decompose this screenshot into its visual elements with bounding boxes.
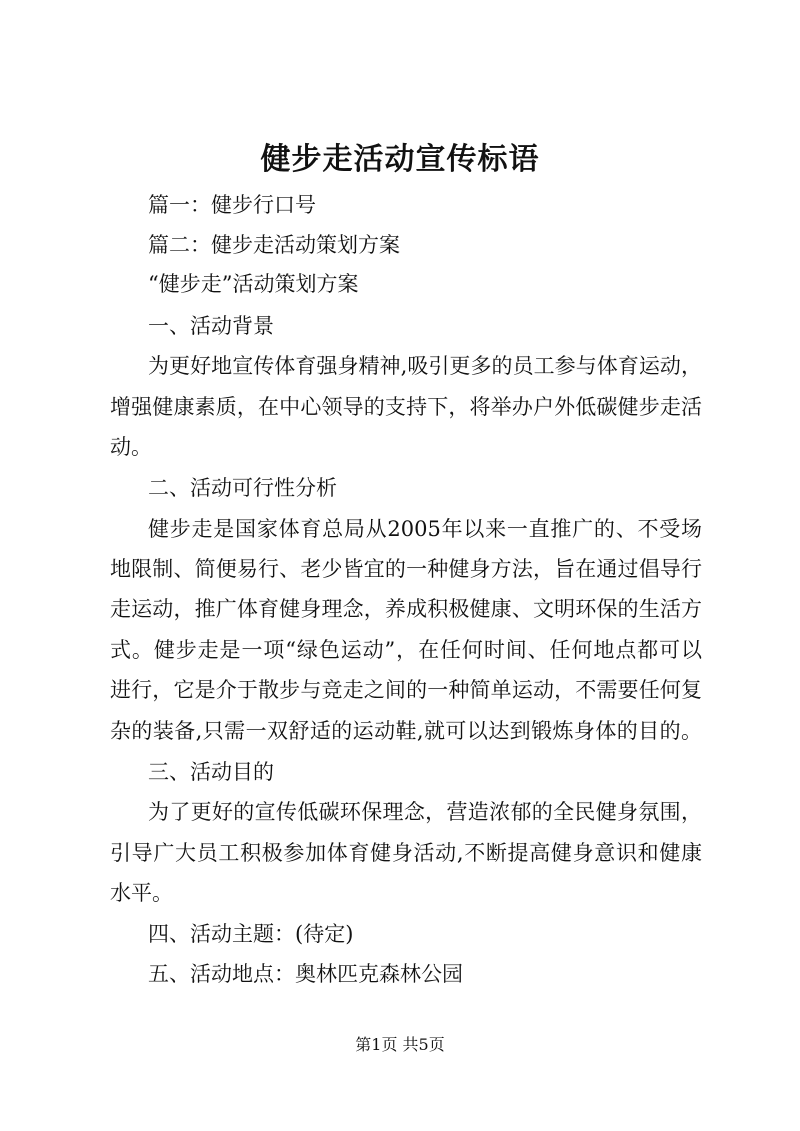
paragraph-line: 水平。 [110,881,173,905]
paragraph-line: 为了更好的宣传低碳环保理念，营造浓郁的全民健身氛围， [148,800,702,824]
section-heading: 五、活动地点：奥林匹克森林公园 [148,962,463,986]
section-heading: 二、活动可行性分析 [148,476,337,500]
document-title: 健步走活动宣传标语 [260,142,540,177]
paragraph-line: 为更好地宣传体育强身精神,吸引更多的员工参与体育运动， [148,354,702,378]
section-heading: 篇二：健步走活动策划方案 [148,233,400,257]
paragraph-line: 健步走是国家体育总局从2005年以来一直推广的、不受场 [148,517,702,541]
plan-title: “健步走”活动策划方案 [148,272,359,296]
section-heading: 三、活动目的 [148,760,274,784]
paragraph-line: 杂的装备,只需一双舒适的运动鞋,就可以达到锻炼身体的目的。 [110,719,702,743]
page-number-footer: 第1页 共5页 [355,1035,445,1054]
paragraph-line: 动。 [110,435,152,459]
paragraph-line: 引导广大员工积极参加体育健身活动,不断提高健身意识和健康 [110,841,702,865]
section-heading: 四、活动主题：(待定) [148,922,354,946]
section-heading: 一、活动背景 [148,314,274,338]
paragraph-line: 地限制、简便易行、老少皆宜的一种健身方法，旨在通过倡导行 [110,557,702,581]
paragraph-line: 走运动，推广体育健身理念，养成积极健康、文明环保的生活方 [110,597,702,621]
paragraph-line: 式。健步走是一项“绿色运动”，在任何时间、任何地点都可以 [110,638,702,662]
paragraph-line: 进行，它是介于散步与竞走之间的一种简单运动，不需要任何复 [110,678,702,702]
paragraph-line: 增强健康素质，在中心领导的支持下，将举办户外低碳健步走活 [110,395,702,419]
section-heading: 篇一：健步行口号 [148,193,316,217]
